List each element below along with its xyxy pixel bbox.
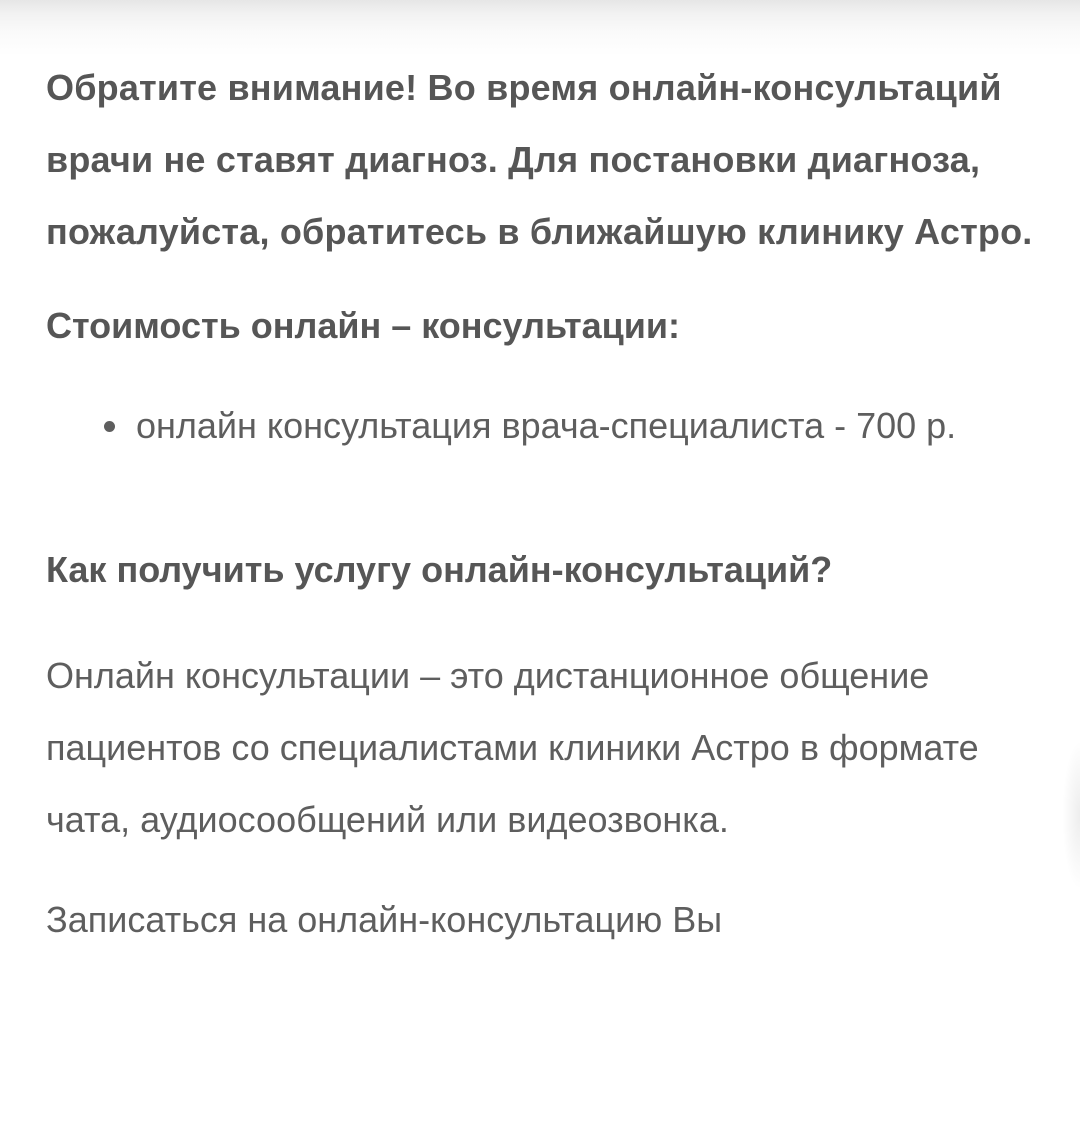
intro-paragraph: Онлайн консультации – это дистанционное общение пациентов со специалистами клиники Астро в формате чата, аудиосообщений или видеозвонка. xyxy=(46,655,979,840)
howto-heading: Как получить услугу онлайн-консультаций? xyxy=(46,549,833,590)
signup-paragraph: Записаться на онлайн-консультацию Вы xyxy=(46,899,723,940)
list-item xyxy=(136,390,1036,462)
bullet-icon xyxy=(104,421,115,432)
price-list xyxy=(46,390,1046,462)
notice-text: Обратите внимание! Во время онлайн-консультаций врачи не ставят диагноз. Для постановки диагноза, пожалуйста, обратитесь в ближайшую клинику Астро. xyxy=(46,67,1033,252)
edge-shadow xyxy=(1062,740,1080,890)
top-bar-shadow xyxy=(0,0,1080,56)
article-content xyxy=(46,52,1046,956)
price-heading: Стоимость онлайн – консультации: xyxy=(46,305,680,346)
price-item-text: онлайн консультация врача-специалиста - 700 р. xyxy=(136,405,957,446)
